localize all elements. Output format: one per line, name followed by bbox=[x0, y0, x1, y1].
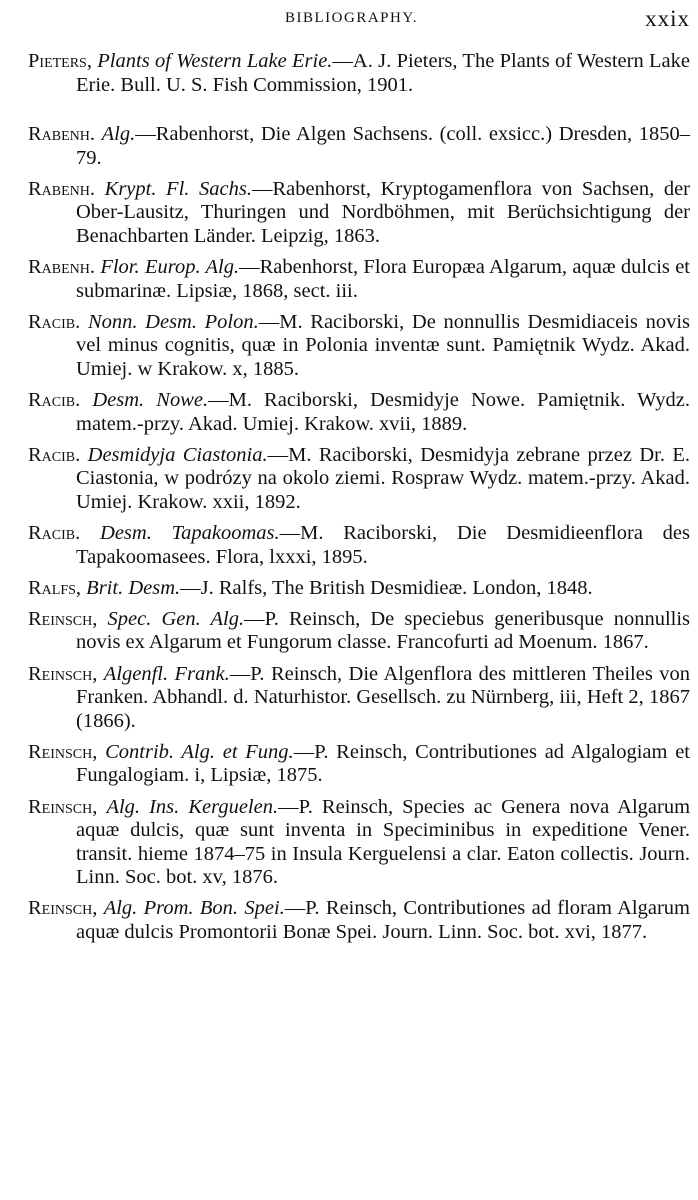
entry-author-abbreviation: Pieters, bbox=[28, 50, 92, 72]
entry-citation: —P. Reinsch, De speciebus generibusque nonnullis novis ex Algarum et Fungorum classe. Francofurti ad Moenum. 1867. bbox=[76, 607, 691, 654]
running-head bbox=[0, 6, 698, 36]
running-title: BIBLIOGRAPHY. bbox=[285, 10, 418, 26]
bibliography-entry bbox=[28, 897, 690, 944]
entry-title-abbreviation: Nonn. Desm. Polon. bbox=[87, 310, 259, 333]
bibliography-entry bbox=[28, 256, 690, 303]
entry-title-abbreviation: Desmidyja Ciastonia. bbox=[87, 443, 268, 466]
entry-title-abbreviation: Spec. Gen. Alg. bbox=[107, 607, 245, 630]
entry-author-abbreviation: Reinsch, bbox=[28, 897, 98, 920]
bibliography-entry bbox=[28, 178, 690, 249]
entry-title-abbreviation: Plants of Western Lake Erie. bbox=[97, 50, 333, 72]
entry-author-abbreviation: Racib. bbox=[28, 389, 81, 412]
entry-author-abbreviation: Rabenh. bbox=[28, 177, 96, 200]
bibliography-entry bbox=[28, 123, 690, 170]
entry-title-abbreviation: Contrib. Alg. et Fung. bbox=[105, 740, 294, 763]
bibliography-entry bbox=[28, 522, 690, 569]
entry-title-abbreviation: Brit. Desm. bbox=[86, 576, 181, 599]
entry-title-abbreviation: Alg. bbox=[101, 123, 136, 146]
bibliography-entry bbox=[28, 577, 690, 601]
entry-author-abbreviation: Reinsch, bbox=[28, 607, 98, 630]
entry-title-abbreviation: Desm. Nowe. bbox=[92, 389, 209, 412]
entry-citation: —P. Reinsch, Species ac Genera nova Algarum aquæ dulcis, quæ sunt inventa in Speciminibus in expeditione Vener. transit. hieme 1874–75 in Insula Kerguelensi a clar. Eaton collectis. Journ. Linn. Soc. bot. xv, 1876. bbox=[76, 795, 691, 889]
bibliography-entry bbox=[28, 741, 690, 788]
entry-citation: —Rabenhorst, Die Algen Sachsens. (coll. exsicc.) Dresden, 1850–79. bbox=[76, 123, 690, 169]
entry-author-abbreviation: Rabenh. bbox=[28, 123, 96, 146]
page-number: xxix bbox=[645, 6, 690, 31]
bibliography-entry bbox=[28, 311, 690, 382]
entry-title-abbreviation: Flor. Europ. Alg. bbox=[100, 256, 240, 279]
bibliography-entry bbox=[28, 663, 690, 734]
entry-author-abbreviation: Ralfs, bbox=[28, 576, 82, 599]
entry-citation: —J. Ralfs, The British Desmidieæ. London, 1848. bbox=[180, 576, 593, 599]
entry-title-abbreviation: Krypt. Fl. Sachs. bbox=[104, 177, 252, 200]
entry-author-abbreviation: Reinsch, bbox=[28, 795, 98, 818]
bibliography-entry bbox=[28, 444, 690, 515]
entry-author-abbreviation: Reinsch, bbox=[28, 740, 98, 763]
entry-author-abbreviation: Racib. bbox=[28, 522, 81, 545]
entry-author-abbreviation: Racib. bbox=[28, 443, 81, 466]
bibliography-entry bbox=[28, 50, 690, 97]
entry-citation: —Rabenhorst, Kryptogamenflora von Sachsen, der Ober-Lausitz, Thuringen und Nordböhmen, mit Berüchsichtigung der Benachbarten Länder. Leipzig, 1863. bbox=[76, 177, 691, 248]
entry-citation: —M. Raciborski, De nonnullis Desmidiaceis novis vel minus cognitis, quæ in Polonia inventæ sunt. Pamiętnik Wydz. Akad. Umiej. w Krakow. x, 1885. bbox=[76, 310, 691, 381]
entry-title-abbreviation: Desm. Tapakoomas. bbox=[100, 522, 280, 545]
entry-citation: —P. Reinsch, Die Algenflora des mittleren Theiles von Franken. Abhandl. d. Naturhistor. Gesellsch. zu Nürnberg, iii, Heft 2, 1867 (1866). bbox=[76, 662, 690, 732]
entry-citation: —P. Reinsch, Contributiones ad Algalogiam et Fungalogiam. i, Lipsiæ, 1875. bbox=[76, 740, 690, 787]
entry-citation: —A. J. Pieters, The Plants of Western Lake Erie. Bull. U. S. Fish Commission, 1901. bbox=[76, 50, 690, 96]
entry-citation: —M. Raciborski, Die Desmidieenflora des Tapakoomasees. Flora, lxxxi, 1895. bbox=[76, 522, 690, 568]
entry-citation: —M. Raciborski, Desmidyja zebrane przez Dr. E. Ciastonia, w podrózy na okolo ziemi. Rospraw Wydz. matem.-przy. Akad. Umiej. Krakow. xxii, 1892. bbox=[76, 443, 691, 513]
entry-author-abbreviation: Racib. bbox=[28, 310, 81, 333]
bibliography-entry bbox=[28, 796, 690, 890]
entry-title-abbreviation: Alg. Prom. Bon. Spei. bbox=[103, 897, 285, 920]
entry-title-abbreviation: Algenfl. Frank. bbox=[103, 662, 230, 685]
entry-author-abbreviation: Reinsch, bbox=[28, 662, 98, 685]
bibliography-list bbox=[28, 50, 690, 952]
entry-citation: —P. Reinsch, Contributiones ad floram Algarum aquæ dulcis Promontorii Bonæ Spei. Journ. Linn. Soc. bot. xvi, 1877. bbox=[76, 897, 691, 943]
bibliography-entry bbox=[28, 389, 690, 436]
entry-author-abbreviation: Rabenh. bbox=[28, 256, 96, 279]
bibliography-entry bbox=[28, 608, 690, 655]
entry-citation: —Rabenhorst, Flora Europæa Algarum, aquæ dulcis et submarinæ. Lipsiæ, 1868, sect. iii. bbox=[76, 256, 691, 302]
entry-title-abbreviation: Alg. Ins. Kerguelen. bbox=[106, 795, 279, 818]
entry-citation: —M. Raciborski, Desmidyje Nowe. Pamiętnik. Wydz. matem.-przy. Akad. Umiej. Krakow. xvii, 1889. bbox=[76, 389, 691, 435]
